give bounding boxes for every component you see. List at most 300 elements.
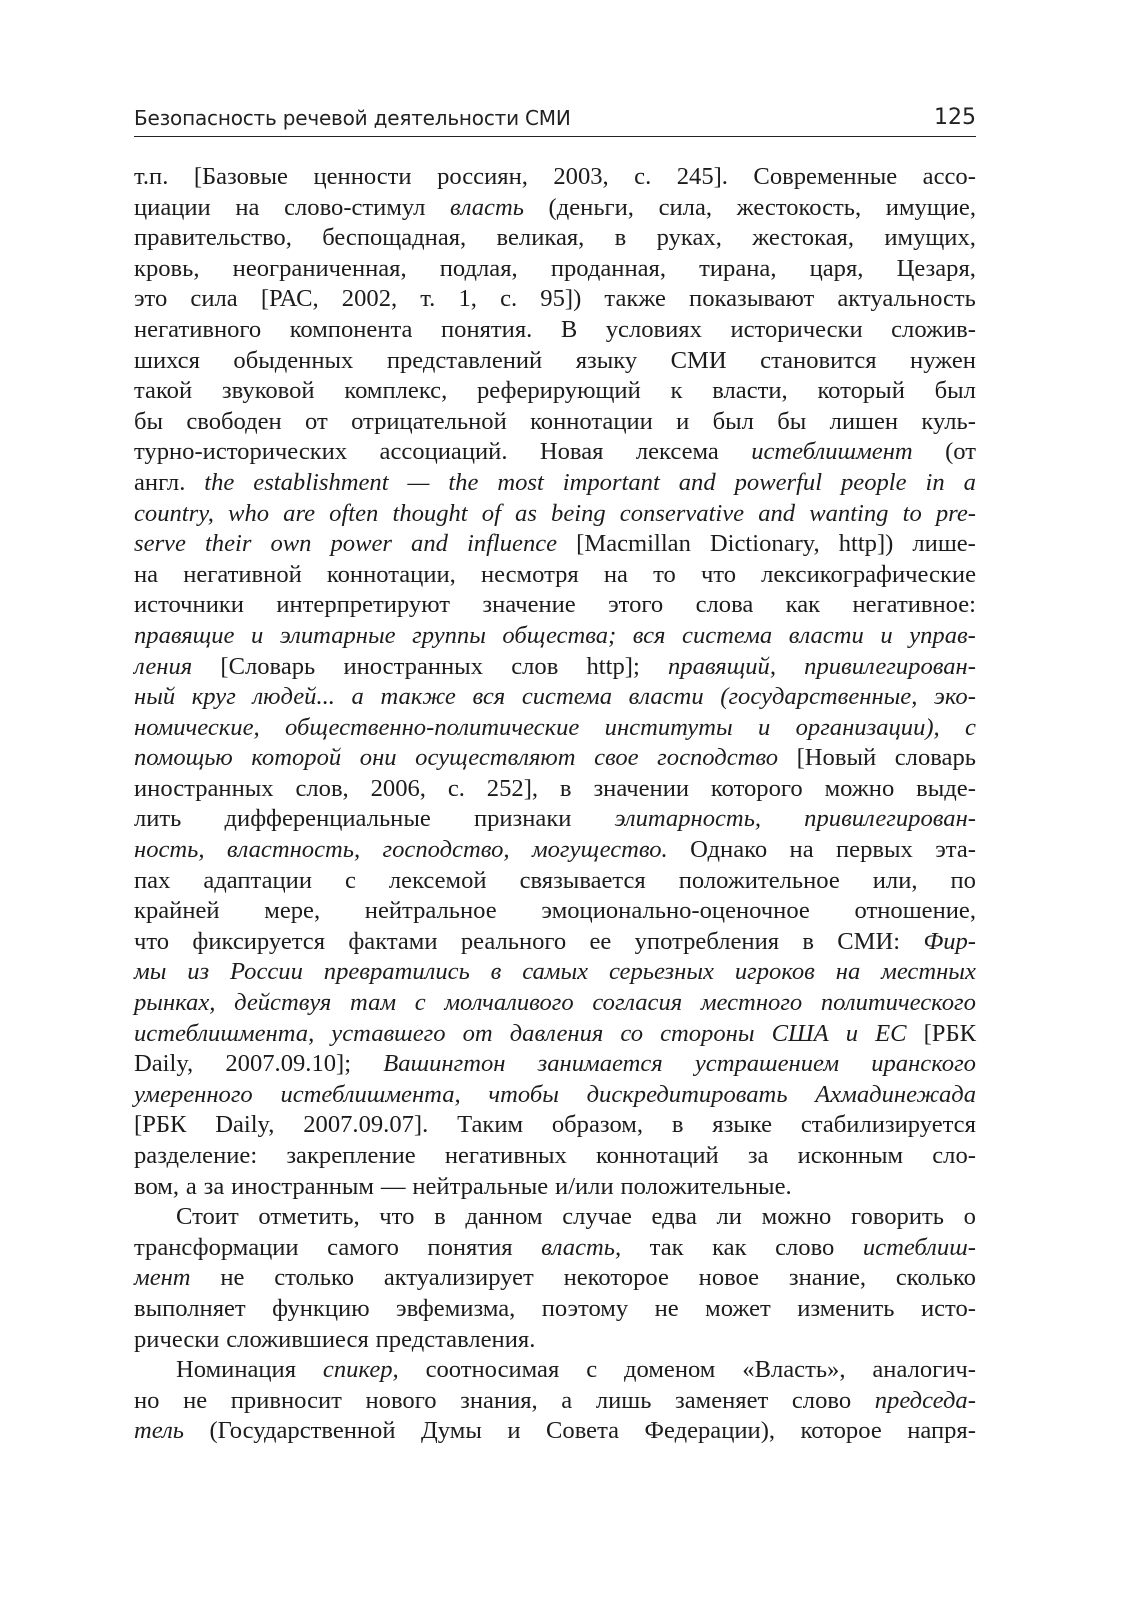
italic-word: истеблишмента,: [134, 1019, 315, 1047]
word: 2002,: [341, 285, 398, 313]
word: сколько: [895, 1264, 976, 1292]
italic-word: серьезных: [608, 958, 714, 986]
word: Таким: [457, 1111, 524, 1139]
text-line: [134, 652, 976, 683]
text-line: [134, 468, 976, 499]
word: компонента: [289, 315, 413, 343]
word: разделение:: [134, 1142, 258, 1169]
word: а: [561, 1386, 573, 1414]
word: правительство,: [134, 224, 292, 252]
italic-word: тель: [134, 1417, 184, 1445]
word: слова: [695, 591, 754, 619]
word: которого: [710, 774, 803, 802]
text-line: [134, 1294, 976, 1325]
word: стабилизируется: [800, 1111, 976, 1139]
word: слово: [791, 1386, 852, 1414]
word: негативного: [134, 315, 262, 343]
word: иностранных: [134, 774, 274, 802]
italic-word: согласия: [592, 989, 683, 1017]
word: не: [183, 1386, 208, 1414]
word: (Государственной: [209, 1417, 396, 1445]
italic-word: элитарные: [279, 621, 396, 649]
text-line: [134, 1416, 976, 1447]
word: лексикографические: [761, 560, 976, 588]
word: что: [700, 560, 737, 588]
word: не: [220, 1264, 245, 1292]
word: о: [963, 1203, 976, 1231]
word: этого: [608, 591, 664, 619]
word: лишь: [595, 1386, 652, 1414]
italic-word: председа-: [874, 1386, 976, 1414]
italic-word: организации),: [795, 713, 940, 741]
italic-word: ный: [134, 683, 176, 711]
word: сложившиеся: [226, 1325, 369, 1353]
word: мере,: [264, 897, 321, 925]
word: неограниченная,: [232, 254, 407, 282]
word: царя,: [809, 254, 864, 282]
italic-word: мент: [134, 1264, 191, 1292]
italic-word: most: [497, 468, 544, 496]
text-line: [134, 1080, 976, 1111]
italic-word: (государственные,: [720, 683, 918, 711]
word: функцию: [272, 1294, 370, 1322]
text-line: [134, 804, 976, 835]
word: иностранных: [343, 652, 484, 680]
word: с.: [447, 774, 465, 802]
word: жестокая,: [752, 224, 854, 252]
page-number: 125: [934, 105, 976, 130]
italic-word: wanting: [809, 499, 889, 527]
word: коннотации: [530, 407, 653, 435]
word: иностранным: [231, 1172, 374, 1200]
word: нужен: [910, 346, 976, 374]
italic-word: who: [228, 499, 270, 527]
word: проданная,: [550, 254, 666, 282]
word: за: [203, 1172, 225, 1200]
italic-word: establishment: [253, 468, 389, 496]
word: на: [134, 560, 159, 588]
word: [Словарь: [220, 652, 316, 680]
italic-word: country,: [134, 499, 214, 527]
italic-word: местных: [881, 958, 976, 986]
word: доменом: [624, 1356, 716, 1384]
text-line: [134, 162, 976, 193]
word: который: [817, 377, 905, 405]
word: негативных: [444, 1142, 567, 1169]
word: был: [712, 407, 754, 435]
italic-word: вся: [632, 621, 666, 649]
word: исконным: [797, 1142, 904, 1169]
word: власти,: [712, 377, 788, 405]
italic-word: of: [481, 499, 501, 527]
italic-word: номические,: [134, 713, 260, 741]
italic-word: ления: [134, 652, 193, 680]
word: реального: [460, 927, 567, 955]
word: негативной: [183, 560, 302, 588]
word: значение: [482, 591, 576, 619]
word: фактами: [348, 927, 438, 955]
text-line: [134, 254, 976, 285]
word: значении: [593, 774, 690, 802]
word: в: [559, 774, 572, 802]
text-line: [134, 1110, 976, 1141]
italic-word: уставшего: [331, 1019, 446, 1047]
word: имущих,: [884, 224, 976, 252]
word: ценности: [313, 163, 412, 190]
text-line: [134, 774, 976, 805]
word: так: [649, 1233, 684, 1261]
word: сила: [190, 285, 238, 313]
word: 1,: [458, 285, 477, 313]
text-line: [134, 743, 976, 774]
text-line: [134, 1325, 976, 1356]
italic-word: на: [835, 958, 861, 986]
word: пах: [134, 866, 171, 894]
italic-word: in: [925, 468, 945, 496]
word: негативное:: [852, 591, 976, 619]
italic-word: США: [771, 1019, 829, 1047]
word: с: [586, 1356, 598, 1384]
word: сло-: [932, 1142, 976, 1169]
word: к: [670, 377, 683, 405]
word: [Новый: [796, 744, 877, 772]
word: Однако: [690, 836, 768, 864]
word: —: [380, 1172, 406, 1200]
word: то: [653, 560, 676, 588]
word: трансформации: [134, 1233, 299, 1261]
word: как: [712, 1233, 747, 1261]
italic-word: conservative: [619, 499, 745, 527]
italic-word: being: [551, 499, 606, 527]
word: беспощадная,: [322, 224, 467, 252]
italic-word: a: [963, 468, 976, 496]
italic-word: powerful: [734, 468, 823, 496]
word: привносит: [230, 1386, 342, 1414]
word: актуальность: [837, 285, 976, 313]
italic-word: important: [562, 468, 660, 496]
word: по: [950, 866, 976, 894]
word: языке: [712, 1111, 773, 1139]
italic-word: as: [515, 499, 537, 527]
word: нового: [365, 1386, 437, 1414]
italic-word: ЕС: [875, 1019, 907, 1047]
word: признаки: [473, 805, 572, 833]
italic-word: thought: [392, 499, 468, 527]
text-line: [134, 223, 976, 254]
word: 2007.09.07].: [303, 1111, 429, 1139]
text-line: [134, 437, 976, 468]
italic-word: группы: [412, 621, 486, 649]
italic-word: рынках,: [134, 989, 216, 1017]
word: http]): [838, 530, 894, 558]
text-line: [134, 1172, 976, 1203]
italic-word: со: [620, 1019, 644, 1047]
italic-word: общества;: [502, 621, 617, 649]
italic-word: давления: [509, 1019, 604, 1047]
word: языку: [575, 346, 638, 374]
word: что: [379, 1203, 415, 1231]
italic-word: господство,: [382, 836, 510, 864]
italic-word: элитарность,: [614, 805, 762, 833]
italic-word: власть: [450, 193, 524, 221]
word: и: [507, 1417, 521, 1445]
italic-word: power: [330, 530, 392, 558]
word: (от: [945, 438, 976, 466]
word: словарь: [894, 744, 976, 772]
text-line: [134, 499, 976, 530]
word: куль-: [921, 407, 976, 435]
word: связывается: [519, 866, 646, 894]
word: что: [134, 927, 170, 955]
word: коннотаций: [595, 1142, 719, 1169]
word: можно: [824, 774, 895, 802]
text-line: [134, 284, 976, 315]
word: англ.: [134, 468, 186, 496]
word: несмотря: [480, 560, 579, 588]
italic-word: Вашингтон: [383, 1050, 506, 1078]
word: которое: [800, 1417, 882, 1445]
word: изменить: [797, 1294, 895, 1322]
text-line: [134, 560, 976, 591]
word: первых: [836, 836, 913, 864]
word: едва: [651, 1203, 697, 1231]
word: Новая: [539, 438, 604, 466]
word: великая,: [496, 224, 585, 252]
italic-word: помощью: [134, 744, 233, 772]
italic-word: the: [448, 468, 479, 496]
italic-word: политического: [820, 989, 976, 1017]
italic-word: власти: [628, 683, 704, 711]
text-line: [134, 713, 976, 744]
word: нейтральные: [412, 1172, 549, 1200]
word: СМИ: [670, 346, 727, 374]
word: 2006,: [370, 774, 426, 802]
word: также: [604, 285, 666, 313]
word: [РАС,: [260, 285, 319, 313]
text-line: [134, 927, 976, 958]
word: знания,: [460, 1386, 538, 1414]
italic-word: истеблишмент: [751, 438, 913, 466]
text-line: [134, 1049, 976, 1080]
word: ассо-: [922, 163, 976, 190]
italic-word: самых: [522, 958, 589, 986]
italic-word: the: [204, 468, 235, 496]
word: эта-: [935, 836, 976, 864]
word: обыденных: [233, 346, 354, 374]
word: Стоит: [176, 1203, 239, 1231]
word: поэтому: [541, 1294, 629, 1322]
word: рически: [134, 1325, 220, 1353]
word: 245].: [676, 163, 728, 190]
italic-word: институты: [604, 713, 733, 741]
word: Daily,: [215, 1111, 275, 1139]
word: закрепление: [286, 1142, 416, 1169]
italic-word: а: [351, 683, 364, 711]
word: с.: [634, 163, 652, 190]
word: употребления: [634, 927, 780, 955]
word: актуализирует: [383, 1264, 534, 1292]
word: в: [671, 1111, 684, 1139]
word: http];: [586, 652, 640, 680]
italic-word: власть,: [541, 1233, 622, 1261]
word: «Власть»,: [742, 1356, 846, 1384]
word: крайней: [134, 897, 220, 925]
word: можно: [761, 1203, 832, 1231]
italic-word: с: [965, 713, 976, 741]
italic-word: которой: [251, 744, 342, 772]
word: условиях: [605, 315, 702, 343]
text-line: [134, 376, 976, 407]
word: лексема: [635, 438, 719, 466]
word: ее: [589, 927, 612, 955]
italic-word: общественно-политические: [285, 713, 580, 741]
text-line: [134, 1019, 976, 1050]
word: звуковой: [221, 377, 315, 405]
word: источники: [134, 591, 244, 619]
word: исторически: [730, 315, 863, 343]
word: на: [603, 560, 628, 588]
italic-word: свое: [594, 744, 639, 772]
word: фиксируется: [192, 927, 326, 955]
word: выполняет: [134, 1294, 246, 1322]
italic-word: они: [359, 744, 397, 772]
italic-word: круг: [191, 683, 236, 711]
word: напря-: [907, 1417, 976, 1445]
italic-word: России: [230, 958, 303, 986]
word: показывают: [689, 285, 815, 313]
word: жестокость,: [736, 193, 862, 221]
word: [РБК: [923, 1019, 976, 1047]
text-line: [134, 682, 976, 713]
italic-word: и: [845, 1019, 859, 1047]
italic-word: иранского: [871, 1050, 976, 1078]
italic-word: и: [251, 621, 264, 649]
italic-word: вся: [472, 683, 506, 711]
italic-word: господство: [657, 744, 779, 772]
word: новое: [698, 1264, 760, 1292]
word: отметить,: [258, 1203, 360, 1231]
word: руках,: [656, 224, 722, 252]
word: т.: [420, 285, 436, 313]
word: от: [305, 407, 328, 435]
word: становится: [760, 346, 877, 374]
word: [РБК: [134, 1111, 187, 1139]
word: но: [134, 1386, 160, 1414]
word: т.п.: [134, 163, 169, 190]
word: говорить: [851, 1203, 944, 1231]
italic-word: система: [521, 683, 612, 711]
italic-word: превратились: [323, 958, 470, 986]
running-title: Безопасность речевой деятельности СМИ: [134, 106, 571, 130]
word: это: [134, 285, 168, 313]
word: Номинация: [176, 1356, 297, 1384]
word: слов,: [295, 774, 349, 802]
word: реферирующий: [477, 377, 641, 405]
text-line: [134, 835, 976, 866]
word: аналогич-: [872, 1356, 976, 1384]
italic-word: и: [880, 621, 893, 649]
word: такой: [134, 377, 193, 405]
word: эмоционально-оценочное: [541, 897, 810, 925]
italic-word: местного: [700, 989, 803, 1017]
book-page: [134, 100, 976, 1447]
italic-word: Фир-: [923, 927, 976, 955]
italic-word: мы: [134, 958, 167, 986]
word: а: [185, 1172, 197, 1200]
text-line: [134, 1386, 976, 1417]
word: некоторое: [563, 1264, 669, 1292]
text-line: [134, 896, 976, 927]
word: не: [654, 1294, 679, 1322]
word: слово-стимул: [284, 193, 426, 221]
italic-word: чтобы: [488, 1080, 559, 1108]
word: В: [560, 315, 578, 343]
word: отношение,: [854, 897, 976, 925]
word: данном: [465, 1203, 543, 1231]
text-line: [134, 988, 976, 1019]
word: лить: [134, 805, 182, 833]
text-line: [134, 315, 976, 346]
word: знание,: [788, 1264, 867, 1292]
italic-word: истеблиш-: [862, 1233, 976, 1261]
word: бы: [777, 407, 807, 435]
italic-word: истеблишмента,: [280, 1080, 461, 1108]
italic-word: занимается: [537, 1050, 663, 1078]
italic-word: and: [758, 499, 796, 527]
word: за: [747, 1142, 769, 1169]
italic-word: осуществляют: [415, 744, 576, 772]
word: столько: [274, 1264, 355, 1292]
italic-word: из: [187, 958, 210, 986]
italic-word: и: [757, 713, 771, 741]
word: в: [614, 224, 627, 252]
text-line: [134, 1263, 976, 1294]
italic-word: стороны: [660, 1019, 755, 1047]
word: ли: [716, 1203, 742, 1231]
word: подлая,: [439, 254, 518, 282]
text-line: [134, 407, 976, 438]
italic-word: привилегирован-: [804, 805, 976, 833]
italic-word: influence: [466, 530, 558, 558]
word: дифференциальные: [224, 805, 431, 833]
italic-word: дискредитировать: [586, 1080, 788, 1108]
word: Dictionary,: [709, 530, 820, 558]
word: эвфемизма,: [396, 1294, 516, 1322]
word: и/или: [555, 1172, 614, 1200]
word: представления.: [375, 1325, 536, 1353]
word: ассоциаций.: [379, 438, 508, 466]
word: циации: [134, 193, 211, 221]
word: отрицательной: [351, 407, 507, 435]
word: [Macmillan: [576, 530, 691, 558]
word: адаптации: [203, 866, 312, 894]
italic-word: привилегирован-: [804, 652, 976, 680]
word: вом,: [134, 1172, 179, 1200]
italic-word: игроков: [734, 958, 815, 986]
italic-word: правящий,: [667, 652, 776, 680]
italic-word: people: [841, 468, 907, 496]
word: бы: [134, 407, 164, 435]
word: на: [789, 836, 814, 864]
italic-word: там: [350, 989, 397, 1017]
text-line: [134, 1355, 976, 1386]
italic-word: устрашением: [694, 1050, 840, 1078]
word: 95]): [540, 285, 582, 313]
word: 2007.09.10];: [225, 1050, 352, 1078]
text-line: [134, 193, 976, 224]
word: шихся: [134, 346, 200, 374]
word: заменяет: [675, 1386, 769, 1414]
